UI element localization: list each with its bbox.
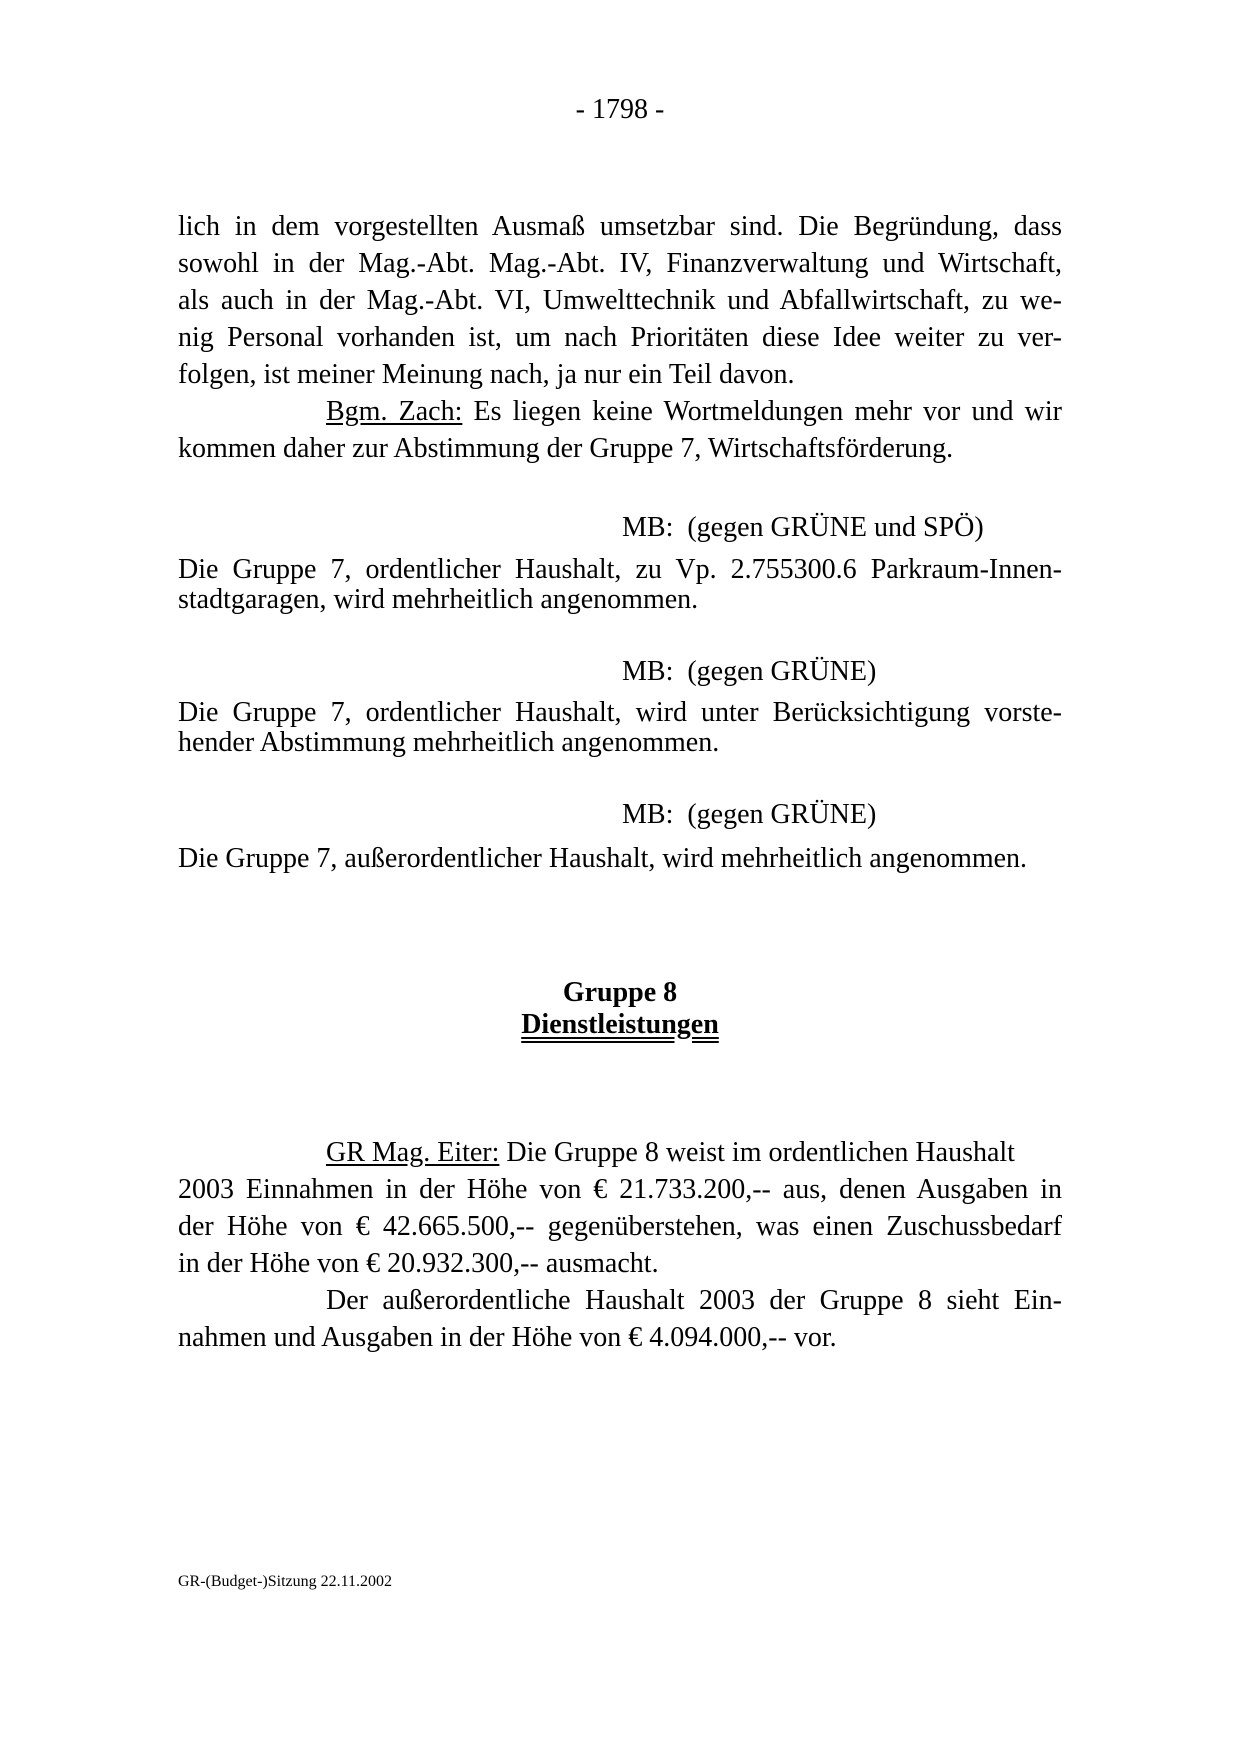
text-line: [178, 393, 1062, 430]
paragraph-councillor-statement: [178, 1134, 1062, 1282]
text-line: stadtgaragen, wird mehrheitlich angenommen.: [178, 584, 699, 615]
section-subtitle-text: Dienstleistungen: [521, 1009, 719, 1040]
text-line: nahmen und Ausgaben in der Höhe von € 4.094.000,-- vor.: [178, 1322, 837, 1353]
statement-text: Es liegen keine Wortmeldungen mehr vor und wir: [462, 396, 1062, 427]
text-line: Die Gruppe 7, außerordentlicher Haushalt, wird mehrheitlich angenommen.: [178, 843, 1028, 874]
speaker-name: GR Mag. Eiter:: [326, 1137, 500, 1168]
statement-text: Die Gruppe 8 weist im ordentlichen Haushalt: [499, 1137, 1015, 1168]
section-title: Gruppe 8: [562, 977, 678, 1008]
text-line: Die Gruppe 7, ordentlicher Haushalt, wird unter Berücksichtigung vorste-: [178, 697, 1062, 728]
vote-result-tag: MB: (gegen GRÜNE und SPÖ): [622, 512, 984, 543]
paragraph-continuation: [178, 208, 1062, 393]
vote-result-tag: MB: (gegen GRÜNE): [622, 656, 877, 687]
text-line: kommen daher zur Abstimmung der Gruppe 7, Wirtschaftsförderung.: [178, 433, 954, 464]
vote-result-text: [178, 555, 1062, 615]
text-line: der Höhe von € 42.665.500,-- gegenüberstehen, was einen Zuschussbedarf: [178, 1211, 1062, 1242]
text-line: lich in dem vorgestellten Ausmaß umsetzbar sind. Die Begründung, dass: [178, 211, 1062, 242]
section-subtitle: [0, 1009, 1240, 1041]
speaker-name: Bgm. Zach:: [326, 396, 463, 427]
page-number: - 1798 -: [575, 94, 665, 125]
text-line: Die Gruppe 7, ordentlicher Haushalt, zu Vp. 2.755300.6 Parkraum-Innen-: [178, 554, 1062, 585]
text-line: [178, 1134, 1062, 1171]
text-line: Der außerordentliche Haushalt 2003 der Gruppe 8 sieht Ein-: [326, 1285, 1062, 1316]
text-line: nig Personal vorhanden ist, um nach Prioritäten diese Idee weiter zu ver-: [178, 322, 1062, 353]
text-line: folgen, ist meiner Meinung nach, ja nur ein Teil davon.: [178, 359, 795, 390]
text-line: hender Abstimmung mehrheitlich angenommen.: [178, 727, 720, 758]
page-footer: GR-(Budget-)Sitzung 22.11.2002: [178, 1573, 393, 1590]
vote-result-tag: MB: (gegen GRÜNE): [622, 799, 877, 830]
paragraph-mayor-statement: [178, 393, 1062, 467]
vote-result-text: [178, 840, 1062, 877]
vote-result-text: [178, 698, 1062, 758]
paragraph-extraordinary-budget: [178, 1282, 1062, 1356]
text-line: als auch in der Mag.-Abt. VI, Umwelttechnik und Abfallwirtschaft, zu we-: [178, 285, 1062, 316]
text-line: 2003 Einnahmen in der Höhe von € 21.733.200,-- aus, denen Ausgaben in: [178, 1174, 1062, 1205]
text-line: in der Höhe von € 20.932.300,-- ausmacht.: [178, 1248, 659, 1279]
text-line: sowohl in der Mag.-Abt. Mag.-Abt. IV, Finanzverwaltung und Wirtschaft,: [178, 248, 1062, 279]
